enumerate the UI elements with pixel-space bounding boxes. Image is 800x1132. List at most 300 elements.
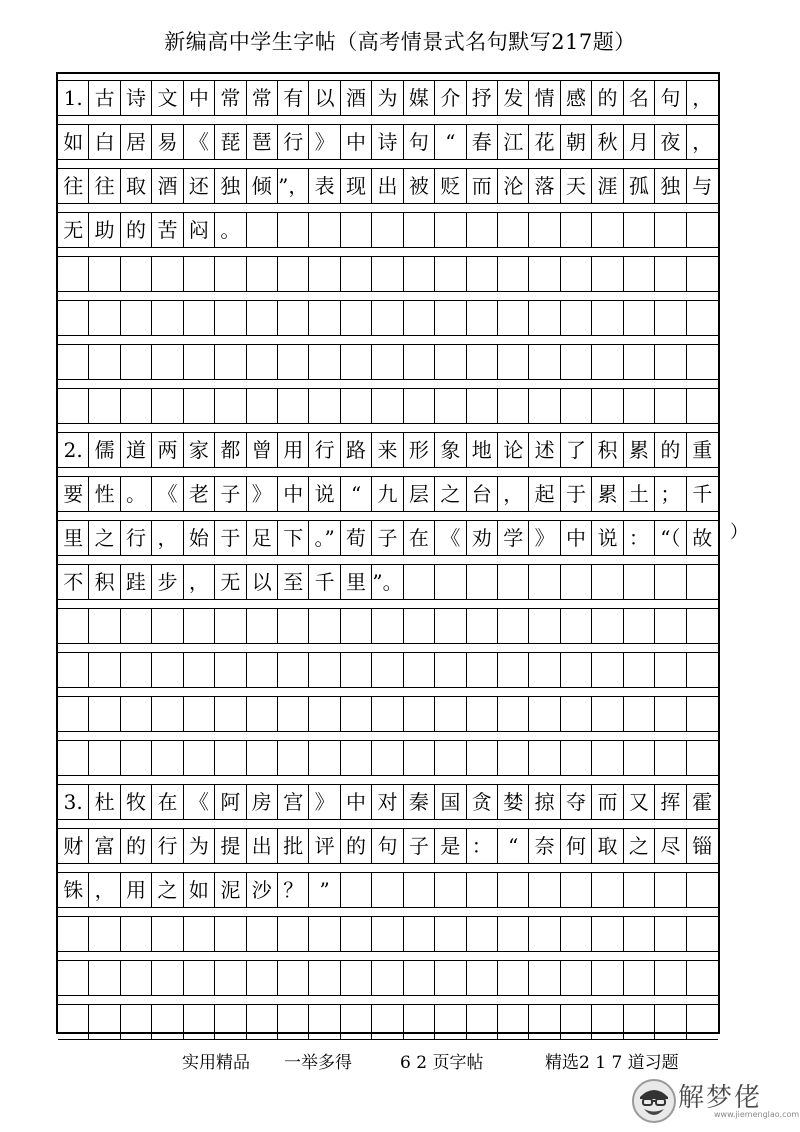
grid-cell (435, 697, 466, 731)
grid-cell (89, 345, 120, 379)
grid-cell (529, 653, 560, 687)
grid-cell: 故 (692, 526, 713, 550)
grid-cell (529, 741, 560, 775)
overflow-paren: ） (730, 522, 748, 543)
grid-cell: 至 (278, 565, 309, 599)
grid-row (58, 652, 718, 688)
mascot-icon (632, 1079, 676, 1123)
grid-cell (372, 873, 403, 907)
grid-cell (592, 653, 623, 687)
grid-cell (687, 697, 718, 731)
grid-cell (247, 697, 278, 731)
grid-row (58, 80, 718, 116)
grid-cell: ”， (278, 169, 309, 203)
grid-cell: 》 (529, 521, 560, 555)
grid-row (58, 1004, 718, 1040)
grid-cell: 何 (561, 829, 592, 863)
footer (0, 1048, 800, 1072)
grid-cell: 劝 (467, 521, 498, 555)
grid-cell: 中 (278, 477, 309, 511)
grid-cell: 《 (184, 785, 215, 819)
grid-cell (435, 345, 466, 379)
grid-cell (404, 301, 435, 335)
grid-cell (529, 213, 560, 247)
grid-cell (215, 389, 246, 423)
grid-cell: 发 (498, 81, 529, 115)
grid-cell (152, 653, 183, 687)
grid-cell: 两 (152, 433, 183, 467)
grid-cell (687, 653, 718, 687)
grid-cell: 牧 (121, 785, 152, 819)
grid-cell: 孤 (624, 169, 655, 203)
grid-cell: 取 (592, 829, 623, 863)
grid-cell (467, 1005, 498, 1039)
grid-cell: 子 (404, 829, 435, 863)
grid-cell (561, 1005, 592, 1039)
grid-cell (687, 961, 718, 995)
grid-cell: “ (498, 829, 529, 863)
grid-cell (152, 697, 183, 731)
grid-cell (435, 1005, 466, 1039)
grid-cell (529, 609, 560, 643)
grid-cell: 出 (372, 169, 403, 203)
grid-cell: 又 (624, 785, 655, 819)
grid-cell (655, 345, 686, 379)
grid-cell: 春 (467, 125, 498, 159)
grid-cell (529, 257, 560, 291)
grid-cell (58, 697, 89, 731)
grid-cell: 为 (184, 829, 215, 863)
grid-cell (529, 873, 560, 907)
grid-row (58, 432, 718, 468)
grid-cell: 用 (278, 433, 309, 467)
grid-cell (58, 301, 89, 335)
grid-cell: 现 (341, 169, 372, 203)
grid-row (58, 916, 718, 952)
grid-cell: 句 (404, 125, 435, 159)
grid-cell (467, 961, 498, 995)
grid-cell (215, 917, 246, 951)
grid-cell: 如 (184, 873, 215, 907)
grid-cell: 奈 (529, 829, 560, 863)
grid-cell (89, 301, 120, 335)
grid-cell (467, 609, 498, 643)
grid-cell (309, 961, 340, 995)
grid-cell: 《 (152, 477, 183, 511)
grid-cell (655, 697, 686, 731)
grid-cell: 步 (152, 565, 183, 599)
grid-cell: 与 (692, 174, 713, 198)
grid-cell (561, 389, 592, 423)
grid-cell: 之 (624, 829, 655, 863)
grid-cell (184, 741, 215, 775)
grid-row (58, 564, 718, 600)
grid-cell (152, 1005, 183, 1039)
grid-cell (624, 873, 655, 907)
grid-cell (592, 213, 623, 247)
grid-cell (467, 917, 498, 951)
grid-cell (404, 697, 435, 731)
grid-cell (467, 697, 498, 731)
grid-cell: 道 (121, 433, 152, 467)
grid-cell: 里 (341, 565, 372, 599)
grid-cell (435, 873, 466, 907)
grid-cell: 抒 (467, 81, 498, 115)
grid-cell: 家 (184, 433, 215, 467)
grid-cell (529, 697, 560, 731)
grid-cell (215, 697, 246, 731)
grid-row (58, 608, 718, 644)
grid-cell (687, 301, 718, 335)
grid-cell (467, 257, 498, 291)
grid-cell: 说 (309, 477, 340, 511)
grid-cell: 之 (89, 521, 120, 555)
grid-cell: 秋 (592, 125, 623, 159)
grid-cell (467, 345, 498, 379)
grid-cell (184, 609, 215, 643)
grid-cell (561, 257, 592, 291)
grid-cell (687, 389, 718, 423)
grid-cell (624, 345, 655, 379)
grid-cell (341, 257, 372, 291)
grid-cell (498, 873, 529, 907)
grid-cell: 常 (247, 81, 278, 115)
grid-cell: ， (152, 521, 183, 555)
grid-cell: 千 (692, 482, 713, 506)
grid-cell (561, 653, 592, 687)
grid-cell (89, 653, 120, 687)
grid-cell (655, 565, 686, 599)
grid-cell: 出 (247, 829, 278, 863)
grid-cell (592, 565, 623, 599)
grid-cell (278, 257, 309, 291)
grid-cell (341, 213, 372, 247)
grid-cell (215, 741, 246, 775)
grid-cell (372, 653, 403, 687)
grid-cell (341, 741, 372, 775)
grid-cell: 诗 (121, 81, 152, 115)
grid-cell: 泥 (215, 873, 246, 907)
grid-cell (372, 697, 403, 731)
grid-cell (309, 213, 340, 247)
grid-cell (529, 301, 560, 335)
grid-cell (498, 257, 529, 291)
grid-cell (529, 1005, 560, 1039)
grid-cell: ” (309, 873, 340, 907)
grid-cell (341, 609, 372, 643)
grid-cell (655, 213, 686, 247)
grid-cell (58, 389, 89, 423)
grid-cell (624, 609, 655, 643)
grid-cell (309, 345, 340, 379)
grid-cell (435, 213, 466, 247)
grid-row (58, 300, 718, 336)
grid-cell (184, 917, 215, 951)
grid-cell (278, 1005, 309, 1039)
grid-cell (498, 1005, 529, 1039)
grid-cell: 》 (309, 125, 340, 159)
grid-cell (372, 917, 403, 951)
grid-cell (121, 345, 152, 379)
grid-cell: 说 (592, 521, 623, 555)
grid-cell (655, 961, 686, 995)
grid-cell (467, 741, 498, 775)
grid-cell (341, 345, 372, 379)
copybook-grid (56, 72, 720, 1034)
grid-cell (467, 213, 498, 247)
grid-cell (121, 257, 152, 291)
grid-cell: 提 (215, 829, 246, 863)
grid-cell (215, 257, 246, 291)
grid-cell (58, 653, 89, 687)
grid-cell: 学 (498, 521, 529, 555)
grid-cell (184, 257, 215, 291)
grid-cell: 路 (341, 433, 372, 467)
grid-cell: “ (435, 125, 466, 159)
grid-cell (529, 389, 560, 423)
grid-cell (624, 301, 655, 335)
grid-cell (247, 213, 278, 247)
grid-cell (529, 961, 560, 995)
grid-cell (278, 345, 309, 379)
grid-cell: 。 (215, 213, 246, 247)
grid-cell: 论 (498, 433, 529, 467)
grid-cell: 有 (278, 81, 309, 115)
grid-cell: 酒 (341, 81, 372, 115)
grid-cell: 荀 (341, 521, 372, 555)
grid-cell (404, 345, 435, 379)
grid-cell (215, 609, 246, 643)
grid-cell: ， (184, 565, 215, 599)
grid-cell: 都 (215, 433, 246, 467)
grid-cell (247, 961, 278, 995)
grid-cell: 独 (655, 169, 686, 203)
grid-cell: 介 (435, 81, 466, 115)
grid-cell: ： (624, 521, 655, 555)
grid-cell: 之 (435, 477, 466, 511)
grid-cell (467, 873, 498, 907)
grid-cell (309, 389, 340, 423)
grid-cell (278, 213, 309, 247)
grid-cell: 中 (184, 81, 215, 115)
grid-cell (152, 301, 183, 335)
grid-cell: 如 (58, 125, 89, 159)
grid-cell: 句 (655, 81, 686, 115)
grid-cell (278, 961, 309, 995)
grid-cell (498, 565, 529, 599)
grid-cell: 媒 (404, 81, 435, 115)
grid-cell (341, 301, 372, 335)
grid-cell (89, 961, 120, 995)
grid-cell (529, 917, 560, 951)
grid-cell: 1. (58, 81, 89, 115)
grid-cell (655, 873, 686, 907)
grid-cell: 往 (58, 169, 89, 203)
grid-cell: ？ (278, 873, 309, 907)
grid-cell (561, 873, 592, 907)
grid-cell (404, 1005, 435, 1039)
grid-cell: 沙 (247, 873, 278, 907)
grid-cell (435, 917, 466, 951)
grid-cell (121, 389, 152, 423)
grid-cell: 中 (341, 785, 372, 819)
grid-cell (58, 1005, 89, 1039)
grid-cell: 起 (529, 477, 560, 511)
grid-cell (278, 697, 309, 731)
grid-cell (278, 917, 309, 951)
grid-cell (121, 961, 152, 995)
grid-cell: 夜 (655, 125, 686, 159)
grid-cell: 宫 (278, 785, 309, 819)
grid-cell: 取 (121, 169, 152, 203)
grid-cell (624, 653, 655, 687)
grid-cell (278, 301, 309, 335)
grid-cell (561, 213, 592, 247)
grid-row (58, 388, 718, 424)
grid-cell (592, 301, 623, 335)
grid-cell: 土 (624, 477, 655, 511)
grid-cell (278, 653, 309, 687)
grid-cell: 下 (278, 521, 309, 555)
grid-cell: 的 (341, 829, 372, 863)
grid-cell (89, 257, 120, 291)
grid-cell: 于 (561, 477, 592, 511)
grid-cell (687, 257, 718, 291)
grid-cell (404, 389, 435, 423)
grid-cell: 里 (58, 521, 89, 555)
grid-cell: 挥 (655, 785, 686, 819)
grid-cell: ， (498, 477, 529, 511)
grid-cell: 杜 (89, 785, 120, 819)
grid-cell (341, 653, 372, 687)
grid-cell (247, 609, 278, 643)
grid-cell (404, 609, 435, 643)
grid-cell: ， (89, 873, 120, 907)
grid-cell: 情 (529, 81, 560, 115)
grid-cell: 尽 (655, 829, 686, 863)
grid-row (58, 520, 718, 556)
grid-cell (341, 697, 372, 731)
grid-cell (372, 741, 403, 775)
grid-cell: 无 (215, 565, 246, 599)
grid-cell: 台 (467, 477, 498, 511)
grid-cell (309, 653, 340, 687)
grid-cell (561, 609, 592, 643)
grid-cell: 是 (435, 829, 466, 863)
grid-row (58, 784, 718, 820)
grid-row (58, 960, 718, 996)
grid-cell: 琵 (215, 125, 246, 159)
grid-cell: 子 (372, 521, 403, 555)
grid-row (58, 696, 718, 732)
grid-cell: 的 (655, 433, 686, 467)
grid-cell (58, 609, 89, 643)
grid-cell (152, 917, 183, 951)
grid-cell (498, 213, 529, 247)
grid-cell (624, 917, 655, 951)
grid-cell: 以 (247, 565, 278, 599)
grid-cell: 累 (624, 433, 655, 467)
grid-cell (89, 609, 120, 643)
grid-cell (655, 609, 686, 643)
grid-cell: “ (341, 477, 372, 511)
grid-cell (435, 257, 466, 291)
grid-cell: 婪 (498, 785, 529, 819)
grid-cell: 《 (184, 125, 215, 159)
grid-cell: 。 (121, 477, 152, 511)
grid-cell: 贪 (467, 785, 498, 819)
grid-cell (58, 741, 89, 775)
grid-cell (372, 1005, 403, 1039)
grid-cell (592, 961, 623, 995)
grid-cell: 之 (152, 873, 183, 907)
grid-cell (435, 301, 466, 335)
grid-cell (687, 565, 718, 599)
grid-cell (121, 917, 152, 951)
grid-cell (184, 301, 215, 335)
grid-cell: 中 (341, 125, 372, 159)
grid-cell (89, 917, 120, 951)
grid-cell (655, 389, 686, 423)
grid-cell: 江 (498, 125, 529, 159)
grid-cell: 跬 (121, 565, 152, 599)
grid-cell: 始 (184, 521, 215, 555)
grid-cell (561, 741, 592, 775)
grid-cell: 批 (278, 829, 309, 863)
grid-cell (498, 301, 529, 335)
grid-row (58, 828, 718, 864)
grid-cell: 还 (184, 169, 215, 203)
grid-cell: 行 (309, 433, 340, 467)
grid-cell: ， (692, 86, 713, 110)
grid-cell: 中 (561, 521, 592, 555)
grid-cell: 沦 (498, 169, 529, 203)
grid-cell: 九 (372, 477, 403, 511)
grid-cell: 在 (404, 521, 435, 555)
grid-cell (309, 301, 340, 335)
grid-cell: 被 (404, 169, 435, 203)
grid-cell: 重 (692, 438, 713, 462)
grid-cell (655, 653, 686, 687)
grid-cell (592, 257, 623, 291)
grid-cell (624, 961, 655, 995)
grid-cell (247, 301, 278, 335)
grid-cell (624, 389, 655, 423)
grid-cell (121, 609, 152, 643)
grid-cell (561, 917, 592, 951)
grid-cell (89, 389, 120, 423)
grid-cell (372, 389, 403, 423)
grid-cell (592, 1005, 623, 1039)
grid-cell (561, 697, 592, 731)
grid-cell: 而 (467, 169, 498, 203)
grid-cell: 锱 (692, 834, 713, 858)
grid-cell: 评 (309, 829, 340, 863)
grid-cell: 象 (435, 433, 466, 467)
grid-cell (341, 873, 372, 907)
grid-cell: 苦 (152, 213, 183, 247)
grid-cell: ： (467, 829, 498, 863)
grid-cell: 独 (215, 169, 246, 203)
footer-right: 精选2 1 7 道习题 (545, 1053, 679, 1073)
grid-cell (655, 917, 686, 951)
watermark-text: 解梦佬 (678, 1083, 763, 1113)
grid-cell (592, 741, 623, 775)
grid-cell (592, 609, 623, 643)
grid-cell (341, 961, 372, 995)
grid-cell (404, 873, 435, 907)
grid-cell (372, 961, 403, 995)
